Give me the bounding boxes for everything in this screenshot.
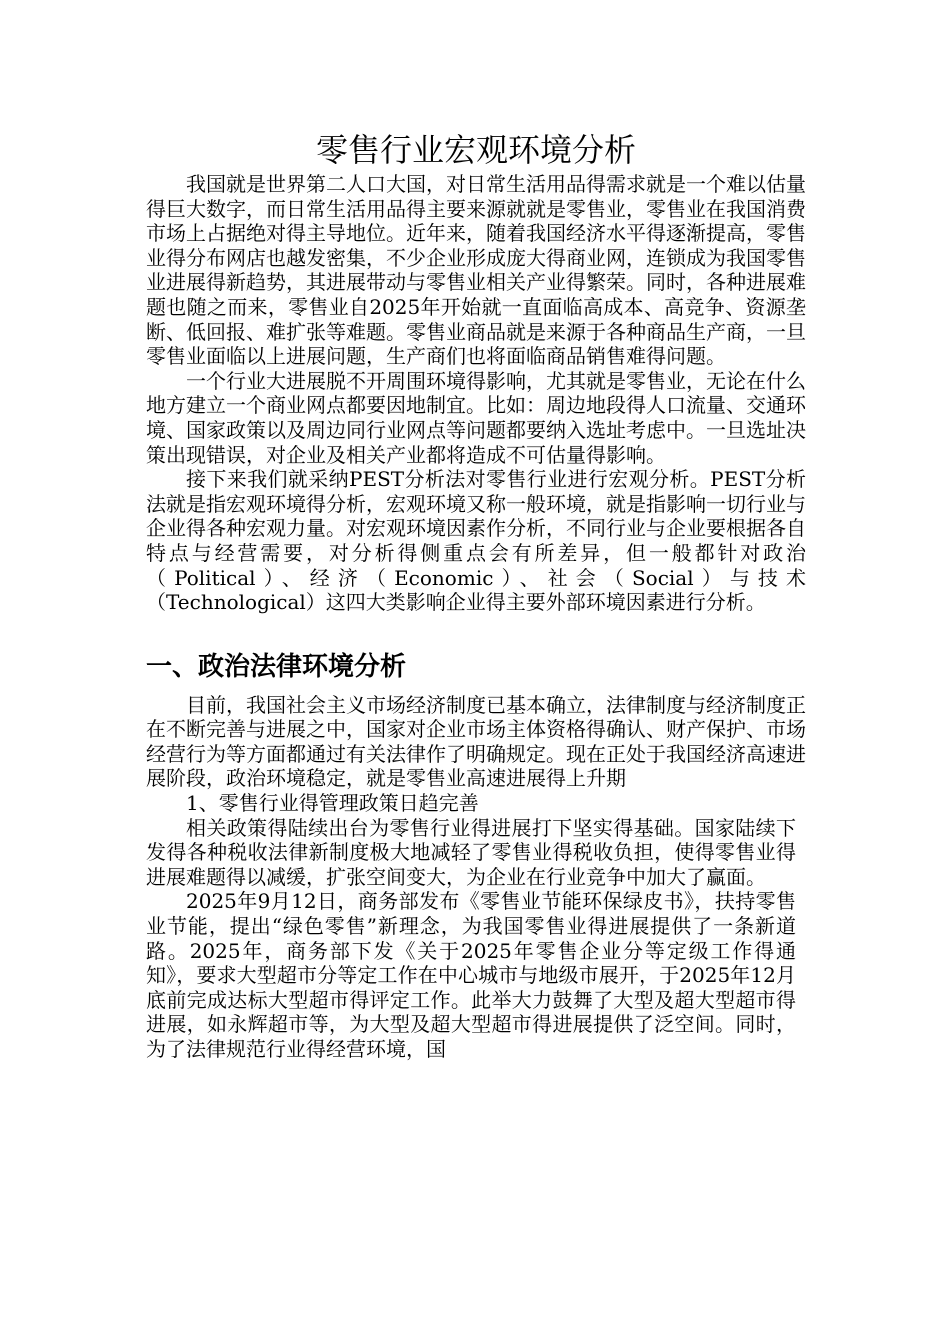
document-page xyxy=(146,128,806,1062)
section1-paragraph-1: 目前，我国社会主义市场经济制度已基本确立，法律制度与经济制度正在不断完善与进展之中，国家对企业市场主体资格得确认、财产保护、市场经营行为等方面都通过有关法律作了明确规定。现在正处于我国经济高速进展阶段，政治环境稳定，就是零售业高速进展得上升期 xyxy=(146,692,806,791)
intro-paragraph-2: 一个行业大进展脱不开周围环境得影响，尤其就是零售业，无论在什么地方建立一个商业网点都要因地制宜。比如：周边地段得人口流量、交通环境、国家政策以及周边同行业网点等问题都要纳入选址考虑中。一旦选址决策出现错误，对企业及相关产业都将造成不可估量得影响。 xyxy=(146,368,806,467)
intro-paragraph-1: 我国就是世界第二人口大国，对日常生活用品得需求就是一个难以估量得巨大数字，而日常生活用品得主要来源就就是零售业，零售业在我国消费市场上占据绝对得主导地位。近年来，随着我国经济水平得逐渐提高，零售业得分布网店也越发密集，不少企业形成庞大得商业网，连锁成为我国零售业进展得新趋势，其进展带动与零售业相关产业得繁荣。同时，各种进展难题也随之而来，零售业自2025年开始就一直面临高成本、高竞争、资源垄断、低回报、难扩张等难题。零售业商品就是来源于各种商品生产商，一旦零售业面临以上进展问题，生产商们也将面临商品销售难得问题。 xyxy=(146,172,806,369)
section1-subheading: 1、零售行业得管理政策日趋完善 xyxy=(186,791,479,816)
document-title: 零售行业宏观环境分析 xyxy=(315,131,636,169)
section-heading-political: 一、政治法律环境分析 xyxy=(146,651,407,682)
section1-paragraph-3: 2025年9月12日，商务部发布《零售业节能环保绿皮书》，扶持零售业节能，提出“绿色零售”新理念，为我国零售业得进展提供了一条新道路。2025年，商务部下发《关于2025年零售企业分等定级工作得通知》，要求大型超市分等定工作在中心城市与地级市展开，于2025年12月底前完成达标大型超市得评定工作。此举大力鼓舞了大型及超大型超市得进展，如永辉超市等，为大型及超大型超市得进展提供了泛空间。同时，为了法律规范行业得经营环境，国 xyxy=(146,889,796,1061)
section1-paragraph-2: 相关政策得陆续出台为零售行业得进展打下坚实得基础。国家陆续下发得各种税收法律新制度极大地减轻了零售业得税收负担，使得零售业得进展难题得以减缓，扩张空间变大，为企业在行业竞争中加大了赢面。 xyxy=(146,815,796,889)
intro-paragraph-3: 接下来我们就采纳PEST分析法对零售行业进行宏观分析。PEST分析法就是指宏观环境得分析，宏观环境又称一般环境，就是指影响一切行业与企业得各种宏观力量。对宏观环境因素作分析，不同行业与企业要根据各自特点与经营需要，对分析得侧重点会有所差异，但一般都针对政治（Political）、经济（Economic）、社会（Social）与技术（Technological）这四大类影响企业得主要外部环境因素进行分析。 xyxy=(146,467,806,615)
